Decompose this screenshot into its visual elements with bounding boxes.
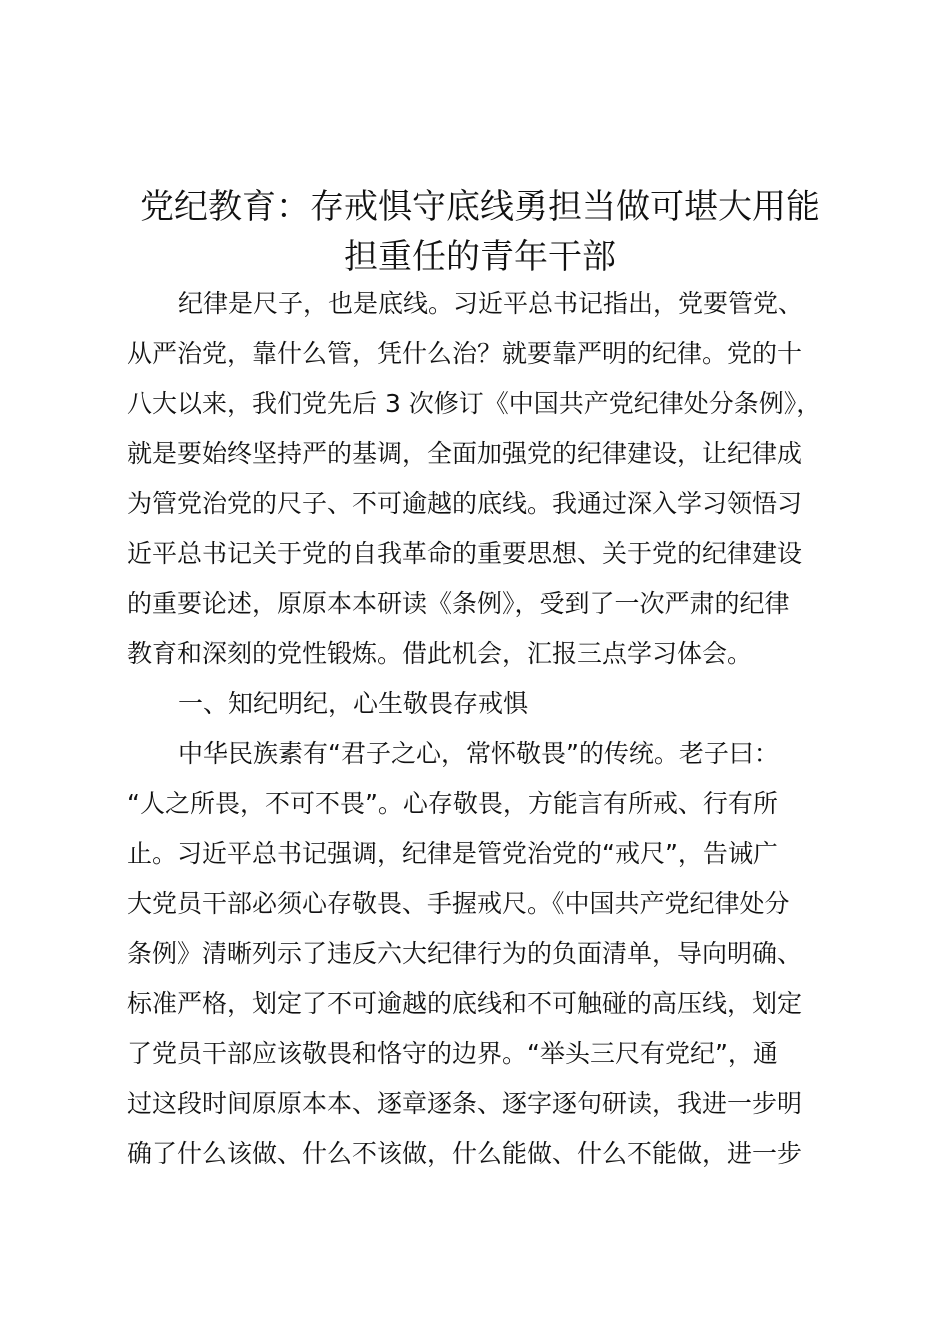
document-title-line-1: 党纪教育：存戒惧守底线勇担当做可堪大用能 [140,187,820,227]
paragraph-1-line-2: 从严治党，靠什么管，凭什么治？就要靠严明的纪律。党的十 [127,339,803,368]
paragraph-2-line-2: “人之所畏，不可不畏”。心存敬畏，方能言有所戒、行有所 [127,789,778,818]
paragraph-1-line-4: 就是要始终坚持严的基调，全面加强党的纪律建设，让纪律成 [127,439,803,468]
paragraph-2-line-6: 标准严格，划定了不可逾越的底线和不可触碰的高压线，划定 [127,989,803,1018]
paragraph-1-line-1: 纪律是尺子，也是底线。习近平总书记指出，党要管党、 [178,289,804,318]
paragraph-2-line-5: 条例》清晰列示了违反六大纪律行为的负面清单，导向明确、 [127,939,803,968]
paragraph-1-line-8: 教育和深刻的党性锻炼。借此机会，汇报三点学习体会。 [127,639,753,668]
paragraph-2-line-3: 止。习近平总书记强调，纪律是管党治党的“戒尺”，告诫广 [127,839,778,868]
paragraph-2-line-8: 过这段时间原原本本、逐章逐条、逐字逐句研读，我进一步明 [127,1089,803,1118]
paragraph-2-line-4: 大党员干部必须心存敬畏、手握戒尺。《中国共产党纪律处分 [127,889,790,918]
paragraph-1-line-5: 为管党治党的尺子、不可逾越的底线。我通过深入学习领悟习 [127,489,803,518]
paragraph-2-line-9: 确了什么该做、什么不该做，什么能做、什么不能做，进一步 [127,1139,803,1168]
document-title-line-2: 担重任的青年干部 [344,237,616,277]
paragraph-1-line-7: 的重要论述，原原本本研读《条例》，受到了一次严肃的纪律 [127,589,790,618]
paragraph-1-line-6: 近平总书记关于党的自我革命的重要思想、关于党的纪律建设 [127,539,803,568]
paragraph-2-line-1: 中华民族素有“君子之心，常怀敬畏”的传统。老子曰： [178,739,779,768]
paragraph-2-line-7: 了党员干部应该敬畏和恪守的边界。“举头三尺有党纪”，通 [127,1039,778,1068]
paragraph-1-line-3: 八大以来，我们党先后 3 次修订《中国共产党纪律处分条例》， [127,389,822,418]
section-heading-1: 一、知纪明纪，心生敬畏存戒惧 [178,689,529,718]
